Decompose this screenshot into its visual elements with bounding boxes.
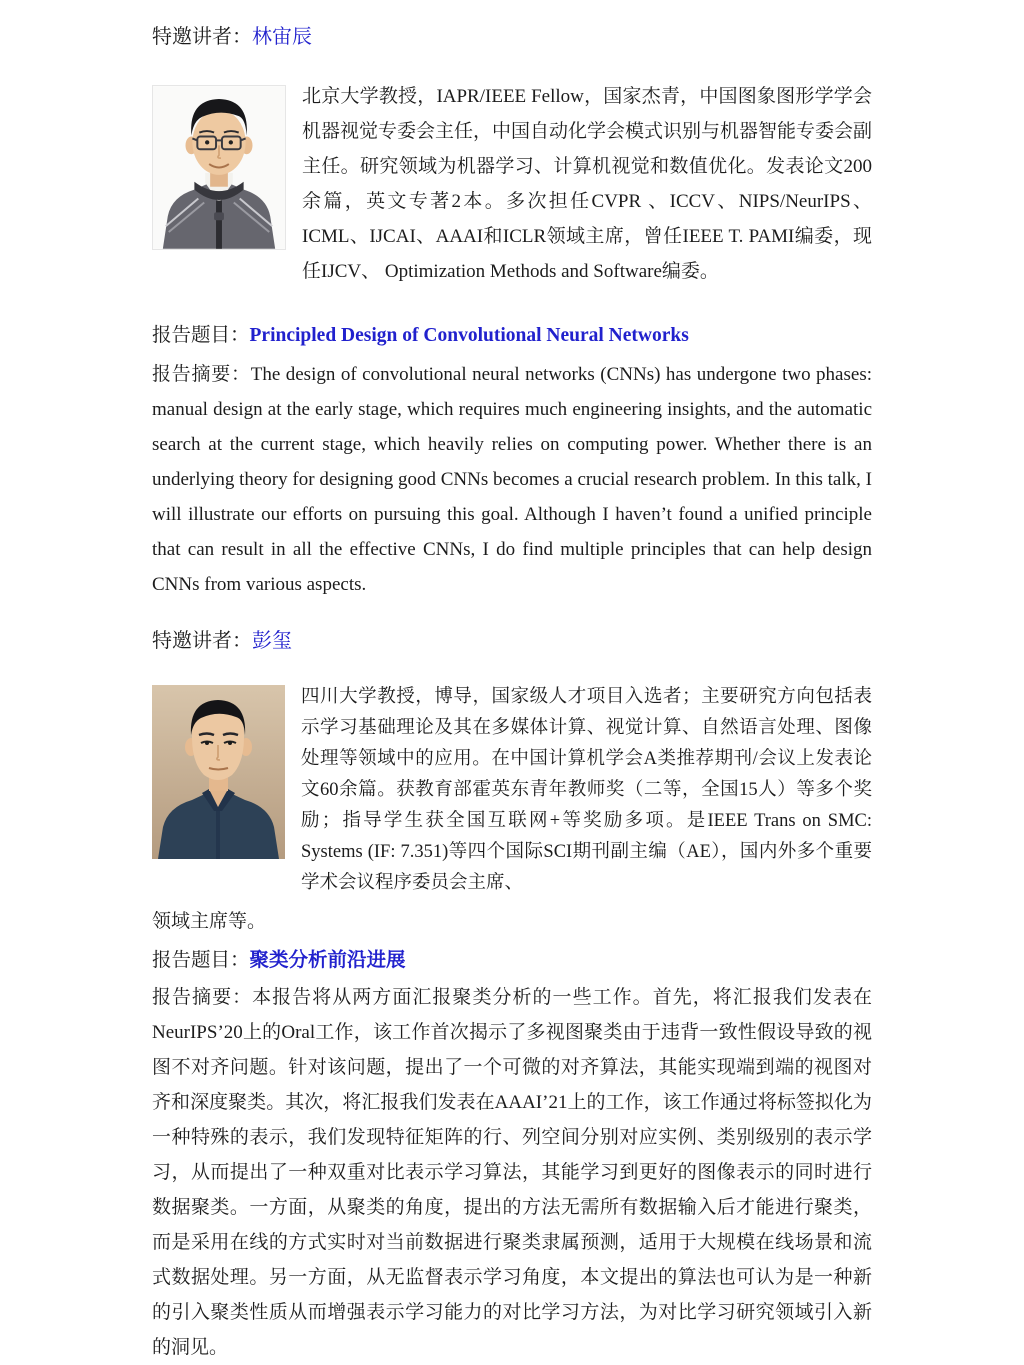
abstract-label: 报告摘要：	[152, 364, 251, 385]
portrait-man-glasses-icon	[152, 85, 286, 250]
abstract-text: 本报告将从两方面汇报聚类分析的一些工作。首先，将汇报我们发表在NeurIPS’20上的Oral工作，该工作首次揭示了多视图聚类由于违背一致性假设导致的视图不对齐问题。针对该问题，提出了一个可微的对齐算法，其能实现端到端的视图对齐和深度聚类。其次，将汇报我们发表在AAAI’21上的工作，该工作通过将标签拟化为一种特殊的表示，我们发现特征矩阵的行、列空间分别对应实例、类别级别的表示学习，从而提出了一种双重对比表示学习算法，其能学习到更好的图像表示的同时进行数据聚类。一方面，从聚类的角度，提出的方法无需所有数据输入后才能进行聚类，而是采用在线的方式实时对当前数据进行聚类隶属预测，适用于大规模在线场景和流式数据处理。另一方面，从无监督表示学习角度，本文提出的算法也可认为是一种新的引入聚类性质从而增强表示学习能力的对比学习方法，为对比学习研究领域引入新的洞见。	[152, 987, 872, 1358]
speaker-heading	[152, 25, 872, 49]
abstract-label: 报告摘要：	[152, 987, 253, 1008]
portrait-man-navy-shirt-icon	[152, 685, 285, 859]
abstract-text: The design of convolutional neural networks (CNNs) has undergone two phases: manual design at the early stage, which requires much engineering insights, and the automatic search at the current stage, which heavily relies on computing power. Whether there is an underlying theory for designing good CNNs becomes a crucial research problem. In this talk, I will illustrate our efforts on pursuing this goal. Although I haven’t found a unified principle that can result in all the effective CNNs, I do find multiple principles that can help design CNNs from various aspects.	[152, 364, 872, 595]
talk-title-label: 报告题目：	[152, 325, 250, 346]
talk-title-link[interactable]: 聚类分析前沿进展	[249, 950, 406, 971]
speaker-photo	[152, 85, 286, 289]
talk-title-line	[152, 323, 872, 349]
talk-title-line	[152, 948, 872, 974]
speaker-bio: 四川大学教授，博导，国家级人才项目入选者；主要研究方向包括表示学习基础理论及其在多媒体计算、视觉计算、自然语言处理、图像处理等领域中的应用。在中国计算机学会A类推荐期刊/会议上发表论文60余篇。获教育部霍英东青年教师奖（二等，全国15人）等多个奖励；指导学生获全国互联网+等奖励多项。是IEEE Trans on SMC: Systems (IF: 7.351)等四个国际SCI期刊副主编（AE），国内外多个重要学术会议程序委员会主席、	[301, 687, 872, 893]
talk-abstract	[152, 980, 872, 1365]
speaker-bio: 北京大学教授，IAPR/IEEE Fellow，国家杰青，中国图象图形学学会机器视觉专委会主任，中国自动化学会模式识别与机器智能专委会副主任。研究领域为机器学习、计算机视觉和数值优化。发表论文200余篇，英文专著2本。多次担任CVPR 、ICCV、NIPS/NeurIPS、ICML、IJCAI、AAAI和ICLR领域主席，曾任IEEE T. PAMI编委，现任IJCV、 Optimization Methods and Software编委。	[302, 86, 873, 282]
speaker-bio-continued: 领域主席等。	[152, 911, 267, 932]
speaker-name-link[interactable]: 林宙辰	[252, 26, 312, 48]
speaker-photo	[152, 685, 285, 899]
speaker-name-link[interactable]: 彭玺	[252, 630, 292, 652]
speaker-section-peng	[152, 629, 872, 1365]
talk-title-label: 报告题目：	[152, 950, 250, 971]
speaker-block	[152, 685, 872, 899]
speaker-heading	[152, 629, 872, 653]
speaker-label: 特邀讲者：	[152, 630, 252, 652]
speaker-block	[152, 85, 872, 289]
talk-abstract	[152, 357, 872, 602]
speaker-label: 特邀讲者：	[152, 26, 252, 48]
speaker-section-lin	[152, 25, 872, 602]
talk-title-link[interactable]: Principled Design of Convolutional Neural Networks	[249, 325, 689, 346]
